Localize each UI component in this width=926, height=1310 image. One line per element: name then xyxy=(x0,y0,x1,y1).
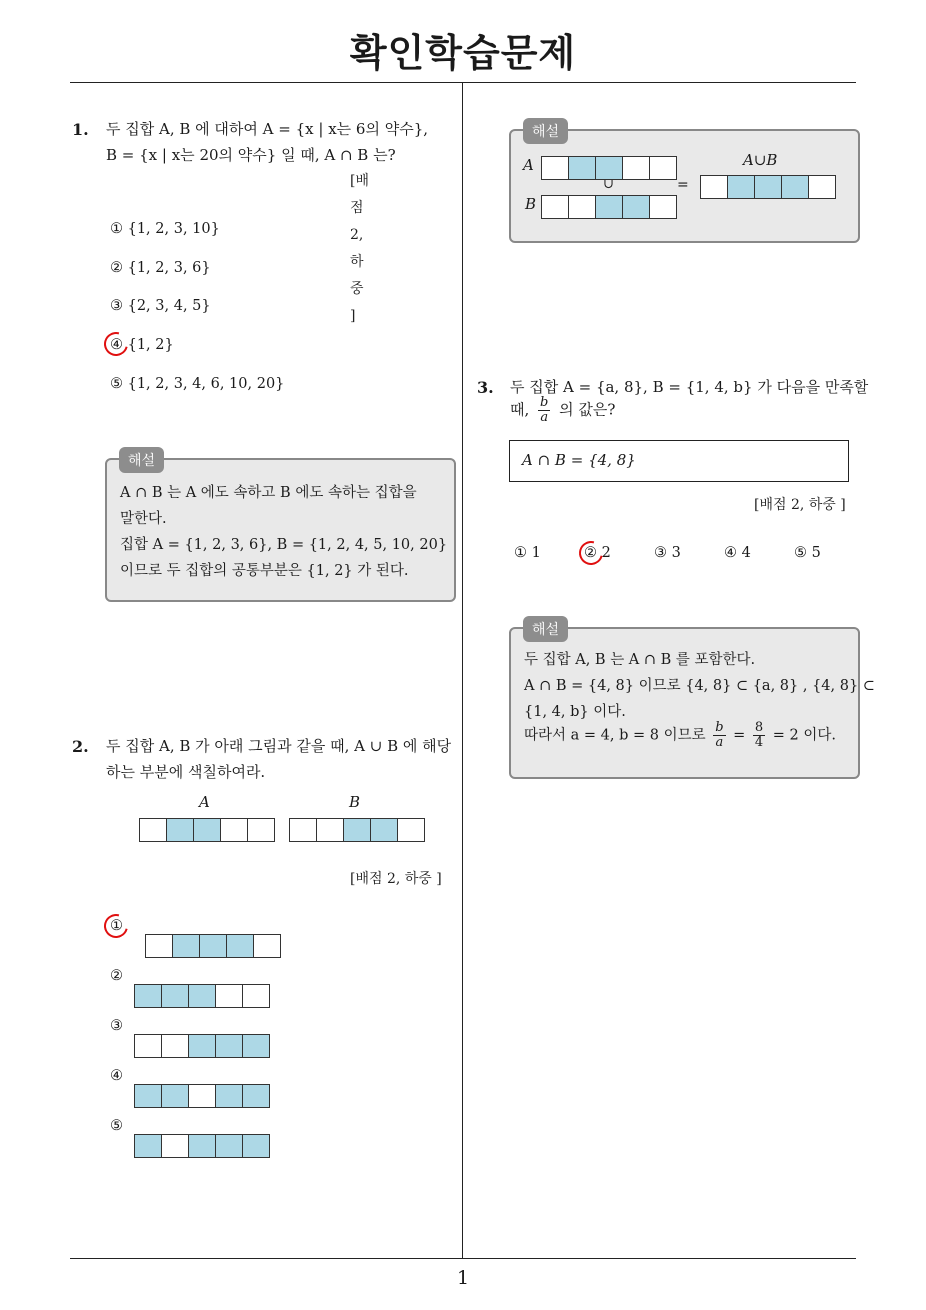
q1-answer-circle xyxy=(100,328,133,361)
empty-cell xyxy=(568,195,596,219)
shaded-cell xyxy=(595,195,623,219)
shaded-cell xyxy=(343,818,371,842)
q3-option-5[interactable]: ⑤ 5 xyxy=(794,545,821,561)
q2-solution-tab: 해설 xyxy=(523,118,568,144)
bottom-rule xyxy=(70,1258,856,1259)
question-1-number: 1. xyxy=(72,120,89,139)
shaded-cell xyxy=(188,1134,216,1158)
empty-cell xyxy=(139,818,167,842)
empty-cell xyxy=(649,156,677,180)
q1-solution-box xyxy=(105,453,456,602)
q2-option-4-mark[interactable]: ④ xyxy=(110,1068,123,1084)
q1-solution-tab: 해설 xyxy=(119,447,164,473)
q3-solution-tab: 해설 xyxy=(523,616,568,642)
q2-solution-result-bar xyxy=(700,175,836,199)
empty-cell xyxy=(242,984,270,1008)
shaded-cell xyxy=(188,1034,216,1058)
question-2-score: [배점 2, 하중 ] xyxy=(350,871,442,887)
shaded-cell xyxy=(781,175,809,199)
q2-option-4-bar[interactable] xyxy=(134,1084,270,1108)
q3-solution-line4-prefix: 따라서 a = 4, b = 8 이므로 xyxy=(524,727,706,744)
q1-option-5[interactable]: ⑤ {1, 2, 3, 4, 6, 10, 20} xyxy=(110,376,285,392)
q2-option-5-bar[interactable] xyxy=(134,1134,270,1158)
shaded-cell xyxy=(134,1134,162,1158)
shaded-cell xyxy=(134,1084,162,1108)
q2-option-1-mark[interactable]: ① xyxy=(110,918,123,934)
q3-option-4[interactable]: ④ 4 xyxy=(724,545,751,561)
question-1-score: [배점 2, 하중 ] xyxy=(350,173,369,324)
q2-solution-equals: = xyxy=(677,177,689,193)
page-number: 1 xyxy=(456,1267,470,1289)
column-divider xyxy=(462,83,463,1259)
q3-option-2[interactable]: ② 2 xyxy=(584,545,611,561)
empty-cell xyxy=(134,1034,162,1058)
question-3-frac-num: b xyxy=(540,395,549,410)
question-3-line2-suffix: 의 값은? xyxy=(559,400,616,419)
empty-cell xyxy=(649,195,677,219)
q3-solution-frac1-num: b xyxy=(715,720,724,735)
empty-cell xyxy=(541,195,569,219)
q3-condition: A ∩ B = {4, 8} xyxy=(522,451,636,469)
q2-option-3-mark[interactable]: ③ xyxy=(110,1018,123,1034)
q2-solution-bar-b xyxy=(541,195,677,219)
empty-cell xyxy=(397,818,425,842)
shaded-cell xyxy=(215,1134,243,1158)
q3-solution-frac1 xyxy=(713,721,725,750)
q1-option-2[interactable]: ② {1, 2, 3, 6} xyxy=(110,260,211,276)
q3-solution-line4 xyxy=(524,721,836,750)
q3-solution-eq: = xyxy=(733,727,746,744)
empty-cell xyxy=(622,156,650,180)
empty-cell xyxy=(808,175,836,199)
q3-condition-box xyxy=(509,440,849,482)
shaded-cell xyxy=(188,984,216,1008)
question-3-line2 xyxy=(510,396,615,425)
question-2-line1: 두 집합 A, B 가 아래 그림과 같을 때, A ∪ B 에 해당 xyxy=(106,737,452,755)
q2-answer-circle xyxy=(100,910,133,943)
question-1-line2: B = {x | x는 20의 약수} 일 때, A ∩ B 는? xyxy=(106,146,396,164)
shaded-cell xyxy=(754,175,782,199)
q1-solution-line3: 집합 A = {1, 2, 3, 6}, B = {1, 2, 4, 5, 10, 20} xyxy=(120,537,448,553)
question-3-line1: 두 집합 A = {a, 8}, B = {1, 4, b} 가 다음을 만족할 xyxy=(510,378,869,396)
q2-solution-label-a: A xyxy=(523,156,534,174)
shaded-cell xyxy=(242,1134,270,1158)
q3-solution-box xyxy=(509,622,875,779)
shaded-cell xyxy=(166,818,194,842)
shaded-cell xyxy=(193,818,221,842)
q1-solution-line2: 말한다. xyxy=(120,511,167,527)
empty-cell xyxy=(253,934,281,958)
q3-solution-line3: {1, 4, b} 이다. xyxy=(524,704,626,720)
q3-solution-line2: A ∩ B = {4, 8} 이므로 {4, 8} ⊂ {a, 8} , {4, 8} ⊂ xyxy=(524,678,875,694)
q2-solution-result-label: A∪B xyxy=(743,151,778,169)
empty-cell xyxy=(700,175,728,199)
q2-bar-b xyxy=(289,818,425,842)
q2-option-2-mark[interactable]: ② xyxy=(110,968,123,984)
empty-cell xyxy=(247,818,275,842)
q1-option-1[interactable]: ① {1, 2, 3, 10} xyxy=(110,221,220,237)
shaded-cell xyxy=(370,818,398,842)
question-3-line2-prefix: 때, xyxy=(510,400,530,419)
q2-option-1-bar[interactable] xyxy=(145,934,281,958)
question-2-number: 2. xyxy=(72,737,89,756)
q1-solution-line4: 이므로 두 집합의 공통부분은 {1, 2} 가 된다. xyxy=(120,563,409,579)
q2-solution-label-b: B xyxy=(525,195,537,213)
q3-answer-circle xyxy=(575,537,608,570)
q2-option-3-bar[interactable] xyxy=(134,1034,270,1058)
question-3-frac-den: a xyxy=(540,410,549,425)
empty-cell xyxy=(161,1034,189,1058)
q2-label-a: A xyxy=(199,793,210,811)
q2-option-5-mark[interactable]: ⑤ xyxy=(110,1118,123,1134)
shaded-cell xyxy=(242,1034,270,1058)
shaded-cell xyxy=(242,1084,270,1108)
question-2-line2: 하는 부분에 색칠하여라. xyxy=(106,763,266,781)
q2-label-b: B xyxy=(349,793,361,811)
q3-solution-frac2-den: 4 xyxy=(754,735,764,750)
q3-option-3[interactable]: ③ 3 xyxy=(654,545,681,561)
empty-cell xyxy=(145,934,173,958)
q2-bar-a xyxy=(139,818,275,842)
q3-solution-frac1-den: a xyxy=(715,735,724,750)
shaded-cell xyxy=(622,195,650,219)
shaded-cell xyxy=(172,934,200,958)
empty-cell xyxy=(161,1134,189,1158)
shaded-cell xyxy=(199,934,227,958)
empty-cell xyxy=(289,818,317,842)
top-rule xyxy=(70,82,856,83)
q2-option-2-bar[interactable] xyxy=(134,984,270,1008)
q2-solution-box xyxy=(509,124,860,243)
shaded-cell xyxy=(568,156,596,180)
empty-cell xyxy=(541,156,569,180)
q3-solution-frac2 xyxy=(753,721,765,750)
shaded-cell xyxy=(161,984,189,1008)
empty-cell xyxy=(316,818,344,842)
q1-option-3[interactable]: ③ {2, 3, 4, 5} xyxy=(110,298,211,314)
shaded-cell xyxy=(727,175,755,199)
question-3-fraction xyxy=(538,396,550,425)
q3-solution-line1: 두 집합 A, B 는 A ∩ B 를 포함한다. xyxy=(524,652,756,668)
question-3-number: 3. xyxy=(477,378,494,397)
empty-cell xyxy=(188,1084,216,1108)
empty-cell xyxy=(215,984,243,1008)
shaded-cell xyxy=(134,984,162,1008)
q3-option-1[interactable]: ① 1 xyxy=(514,545,541,561)
question-3-score: [배점 2, 하중 ] xyxy=(754,497,846,513)
shaded-cell xyxy=(161,1084,189,1108)
question-1-line1: 두 집합 A, B 에 대하여 A = {x | x는 6의 약수}, xyxy=(106,120,429,138)
q3-solution-line4-suffix: = 2 이다. xyxy=(772,727,837,744)
q3-solution-frac2-num: 8 xyxy=(754,720,764,735)
q2-solution-union: ∪ xyxy=(603,177,614,192)
shaded-cell xyxy=(226,934,254,958)
page-title: 확인학습문제 xyxy=(349,31,577,75)
empty-cell xyxy=(220,818,248,842)
q1-option-4[interactable]: ④ {1, 2} xyxy=(110,337,174,353)
shaded-cell xyxy=(215,1084,243,1108)
q1-solution-line1: A ∩ B 는 A 에도 속하고 B 에도 속하는 집합을 xyxy=(120,485,417,501)
shaded-cell xyxy=(215,1034,243,1058)
